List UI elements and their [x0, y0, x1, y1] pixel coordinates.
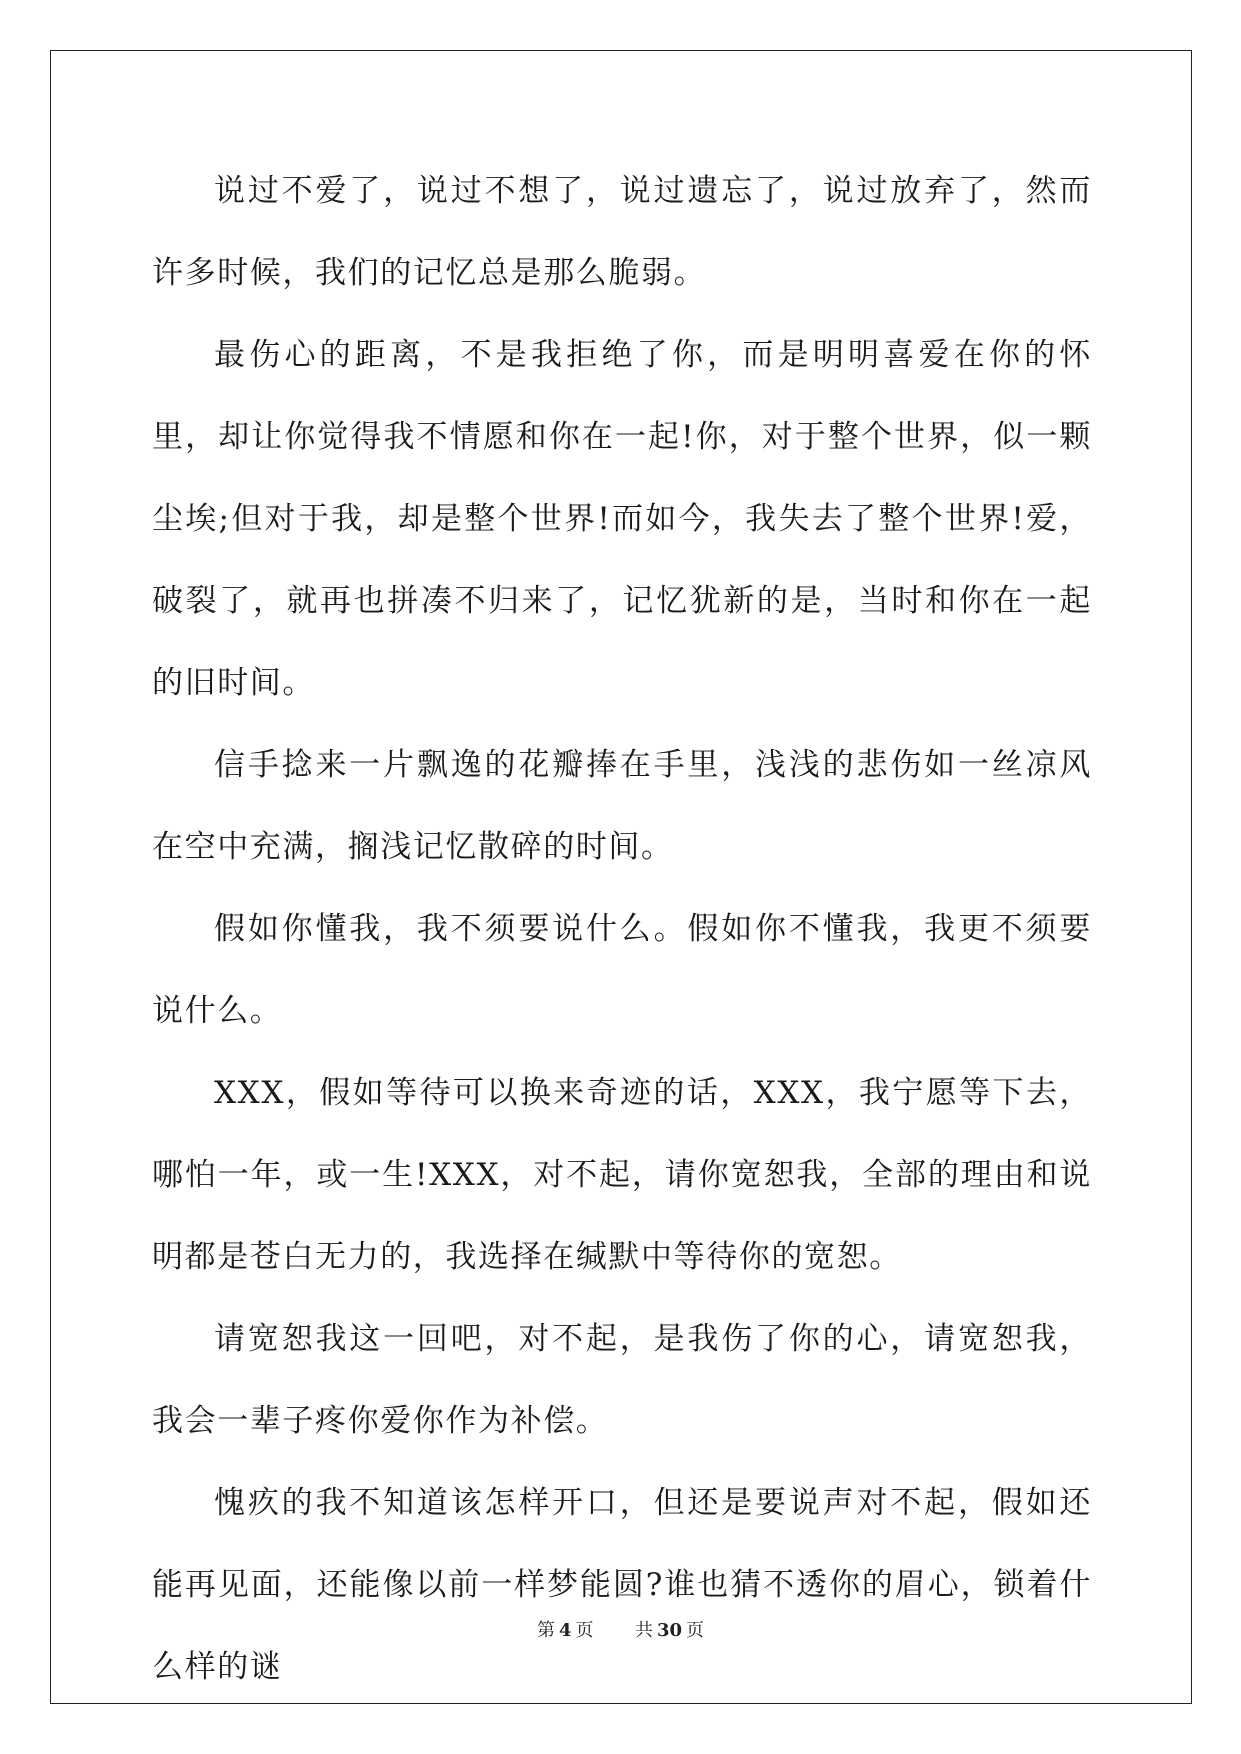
- paragraph: 最伤心的距离，不是我拒绝了你，而是明明喜爱在你的怀里，却让你觉得我不情愿和你在一起!你，对于整个世界，似一颗尘埃;但对于我，却是整个世界!而如今，我失去了整个世界!爱，破裂了，就再也拼凑不归来了，记忆犹新的是，当时和你在一起的旧时间。: [152, 337, 1092, 701]
- paragraph: 信手捻来一片飘逸的花瓣捧在手里，浅浅的悲伤如一丝凉风在空中充满，搁浅记忆散碎的时间。: [152, 747, 1092, 865]
- page-suffix: 页: [575, 1620, 594, 1641]
- paragraph: 假如你懂我，我不须要说什么。假如你不懂我，我更不须要说什么。: [152, 911, 1092, 1029]
- total-suffix: 页: [686, 1620, 705, 1641]
- paragraph: XXX，假如等待可以换来奇迹的话，XXX，我宁愿等下去，哪怕一年，或一生!XXX，对不起，请你宽恕我，全部的理由和说明都是苍白无力的，我选择在缄默中等待你的宽恕。: [152, 1075, 1092, 1275]
- paragraph: 说过不爱了，说过不想了，说过遗忘了，说过放弃了，然而许多时候，我们的记忆总是那么脆弱。: [152, 173, 1092, 291]
- paragraph: 愧疚的我不知道该怎样开口，但还是要说声对不起，假如还能再见面，还能像以前一样梦能圆?谁也猜不透你的眉心，锁着什么样的谜: [152, 1485, 1092, 1685]
- document-body: [152, 150, 1092, 1708]
- total-prefix: 共: [634, 1620, 653, 1641]
- page-number: 4: [558, 1620, 572, 1641]
- page-prefix: 第: [536, 1620, 555, 1641]
- total-pages: 30: [656, 1620, 683, 1641]
- paragraph: 请宽恕我这一回吧，对不起，是我伤了你的心，请宽恕我，我会一辈子疼你爱你作为补偿。: [152, 1321, 1092, 1439]
- page-footer: [0, 1616, 1241, 1642]
